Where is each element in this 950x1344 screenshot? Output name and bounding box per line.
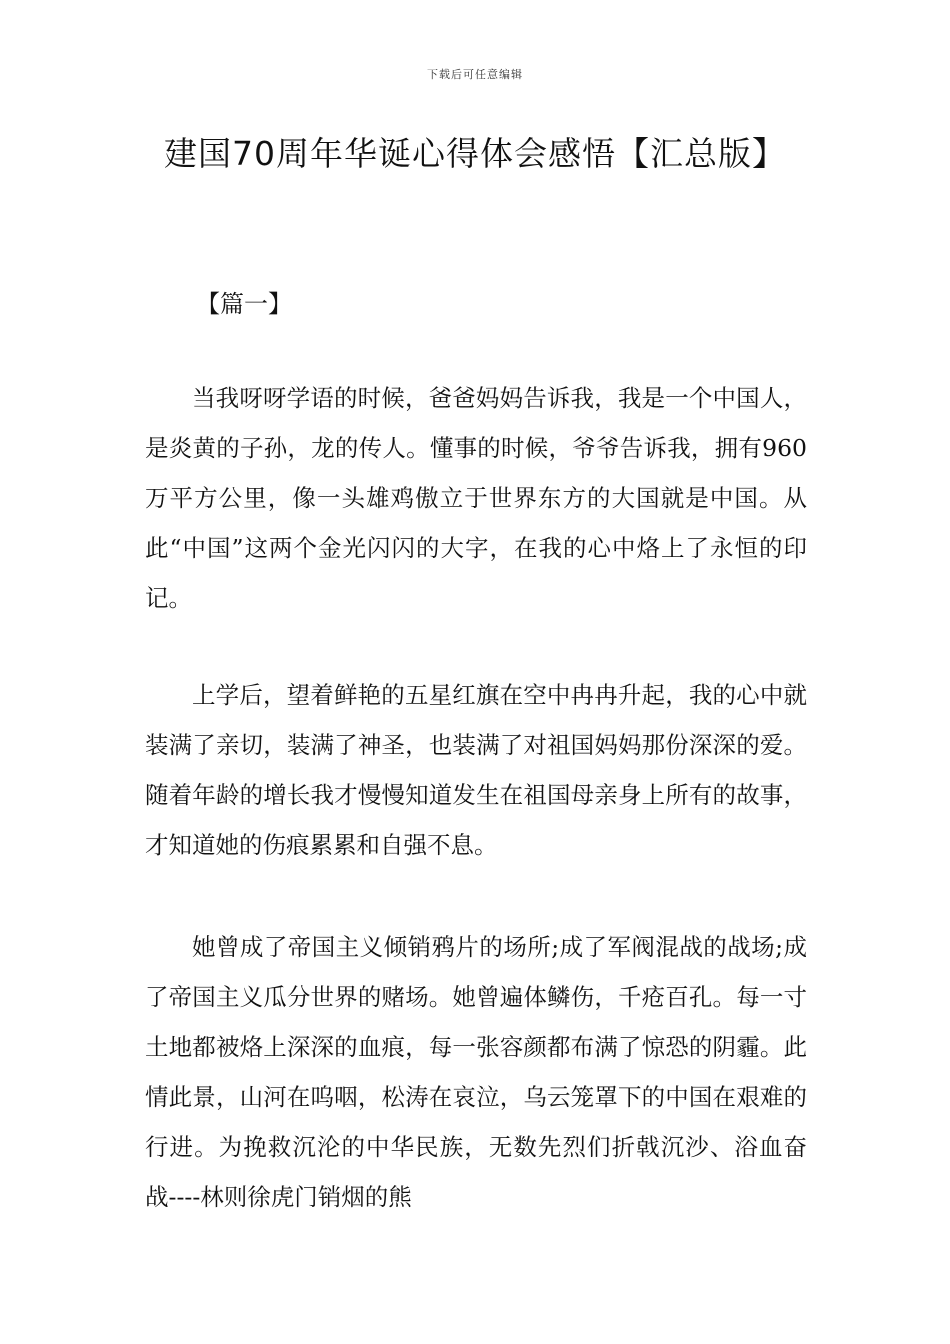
header-note: 下载后可任意编辑 [427,68,523,81]
section-label: 【篇一】 [196,290,292,318]
document-title: 建国70周年华诞心得体会感悟【汇总版】 [164,134,786,173]
paragraph-3: 她曾成了帝国主义倾销鸦片的场所;成了军阀混战的战场;成了帝国主义瓜分世界的赌场。她曾遍体鳞伤，千疮百孔。每一寸土地都被烙上深深的血痕，每一张容颜都布满了惊恐的阴霾。此情此景，山河在呜咽，松涛在哀泣，乌云笼罩下的中国在艰难的行进。为挽救沉沦的中华民族，无数先烈们折戟沉沙、浴血奋战----林则徐虎门销烟的熊 [145,933,807,1211]
paragraph-1: 当我呀呀学语的时候，爸爸妈妈告诉我，我是一个中国人，是炎黄的子孙，龙的传人。懂事的时候，爷爷告诉我，拥有960万平方公里，像一头雄鸡傲立于世界东方的大国就是中国。从此“中国”这两个金光闪闪的大字，在我的心中烙上了永恒的印记。 [145,384,807,612]
paragraph-2: 上学后，望着鲜艳的五星红旗在空中冉冉升起，我的心中就装满了亲切，装满了神圣，也装满了对祖国妈妈那份深深的爱。随着年龄的增长我才慢慢知道发生在祖国母亲身上所有的故事，才知道她的伤痕累累和自强不息。 [145,681,807,859]
